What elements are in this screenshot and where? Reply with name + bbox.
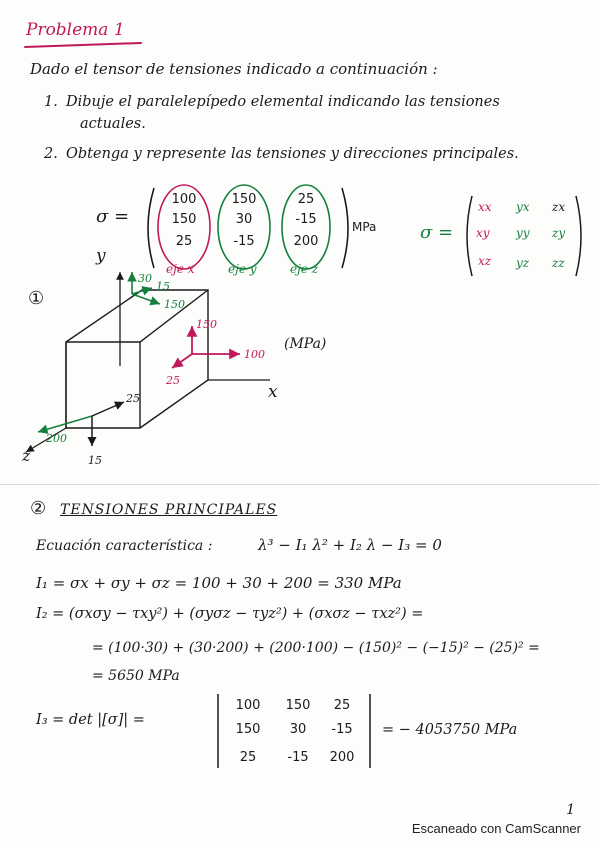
label-150-top: 150 [164,298,185,311]
intro-text: Dado el tensor de tensiones indicado a continuación : [30,60,438,78]
invariant-i2-line2: = (100·30) + (30·200) + (200·100) − (150)² − (−15)² − (25)² = [92,640,540,656]
diagram-unit-note: (MPa) [284,336,327,352]
tensor-zx: 25 [297,192,315,207]
task-1-line2: actuales. [80,116,146,132]
task-2-line1: Obtenga y represente las tensiones y direcciones principales. [66,146,519,162]
tensor-zz: 200 [293,234,319,249]
label-25-right: 25 [166,374,180,387]
det-11: 100 [235,698,261,713]
label-15-top: 15 [156,280,170,293]
problem-title: Problema 1 [26,20,125,40]
camscanner-footer: Escaneado con CamScanner [411,821,581,836]
task-1-line1: Dibuje el paralelepípedo elemental indicando las tensiones [66,94,500,110]
tensor-xy: 150 [171,212,197,227]
principal-heading: TENSIONES PRINCIPALES [60,502,278,518]
tensor-yz: -15 [233,234,255,249]
task-1-number: 1. [44,94,58,110]
label-30: 30 [138,272,152,285]
label-200: 200 [46,432,67,445]
char-eq: λ³ − I₁ λ² + I₂ λ − I₃ = 0 [258,536,442,554]
section-1-marker: ① [28,288,45,309]
tensor-symbol: σ = [96,206,130,227]
invariant-i2-line3: = 5650 MPa [92,668,180,684]
invariant-i3-result: = − 4053750 MPa [382,722,518,738]
invariant-i3-label: I₃ = det |[σ]| = [36,712,145,728]
label-25-front: 25 [126,392,140,405]
tensor-yx: 150 [231,192,257,207]
tensor-xz: 25 [175,234,193,249]
axis-x-label: x [268,382,278,402]
col-label-z: eje z [290,262,319,276]
label-100: 100 [244,348,265,361]
section-2-marker: ② [30,498,47,519]
box-edges [66,290,208,428]
invariant-i1: I₁ = σx + σy + σz = 100 + 30 + 200 = 330 MPa [36,574,402,592]
generic-xz: xz [478,254,492,268]
generic-yx: yx [516,200,530,214]
det-23: -15 [331,722,353,737]
char-eq-label: Ecuación característica : [36,538,213,554]
det-33: 200 [329,750,355,765]
det-32: -15 [287,750,309,765]
det-21: 150 [235,722,261,737]
generic-yy: yy [516,226,530,240]
col-label-x: eje x [166,262,195,276]
title-underline [24,42,142,48]
generic-tensor-symbol: σ = [420,222,454,243]
generic-xy: xy [476,226,490,240]
det-13: 25 [333,698,351,713]
generic-xx: xx [478,200,492,214]
section-divider [0,484,599,485]
generic-zy: zy [552,226,566,240]
tensor-xx: 100 [171,192,197,207]
tensor-zy: -15 [295,212,317,227]
col-label-y: eje y [228,262,257,276]
label-15-front: 15 [88,454,102,467]
generic-zx: zx [552,200,566,214]
label-150-right: 150 [196,318,217,331]
invariant-i2-line1: I₂ = (σxσy − τxy²) + (σyσz − τyz²) + (σxσz − τxz²) = [36,606,424,622]
task-2-number: 2. [44,146,58,162]
generic-yz: yz [516,256,530,270]
page-number: 1 [566,802,575,818]
tensor-yy: 30 [235,212,253,227]
det-22: 30 [289,722,307,737]
axis-z-label: z [22,446,31,465]
tensor-unit: MPa [352,220,377,234]
det-12: 150 [285,698,311,713]
generic-zz: zz [552,256,565,270]
det-31: 25 [239,750,257,765]
axis-y-label: y [96,246,106,266]
